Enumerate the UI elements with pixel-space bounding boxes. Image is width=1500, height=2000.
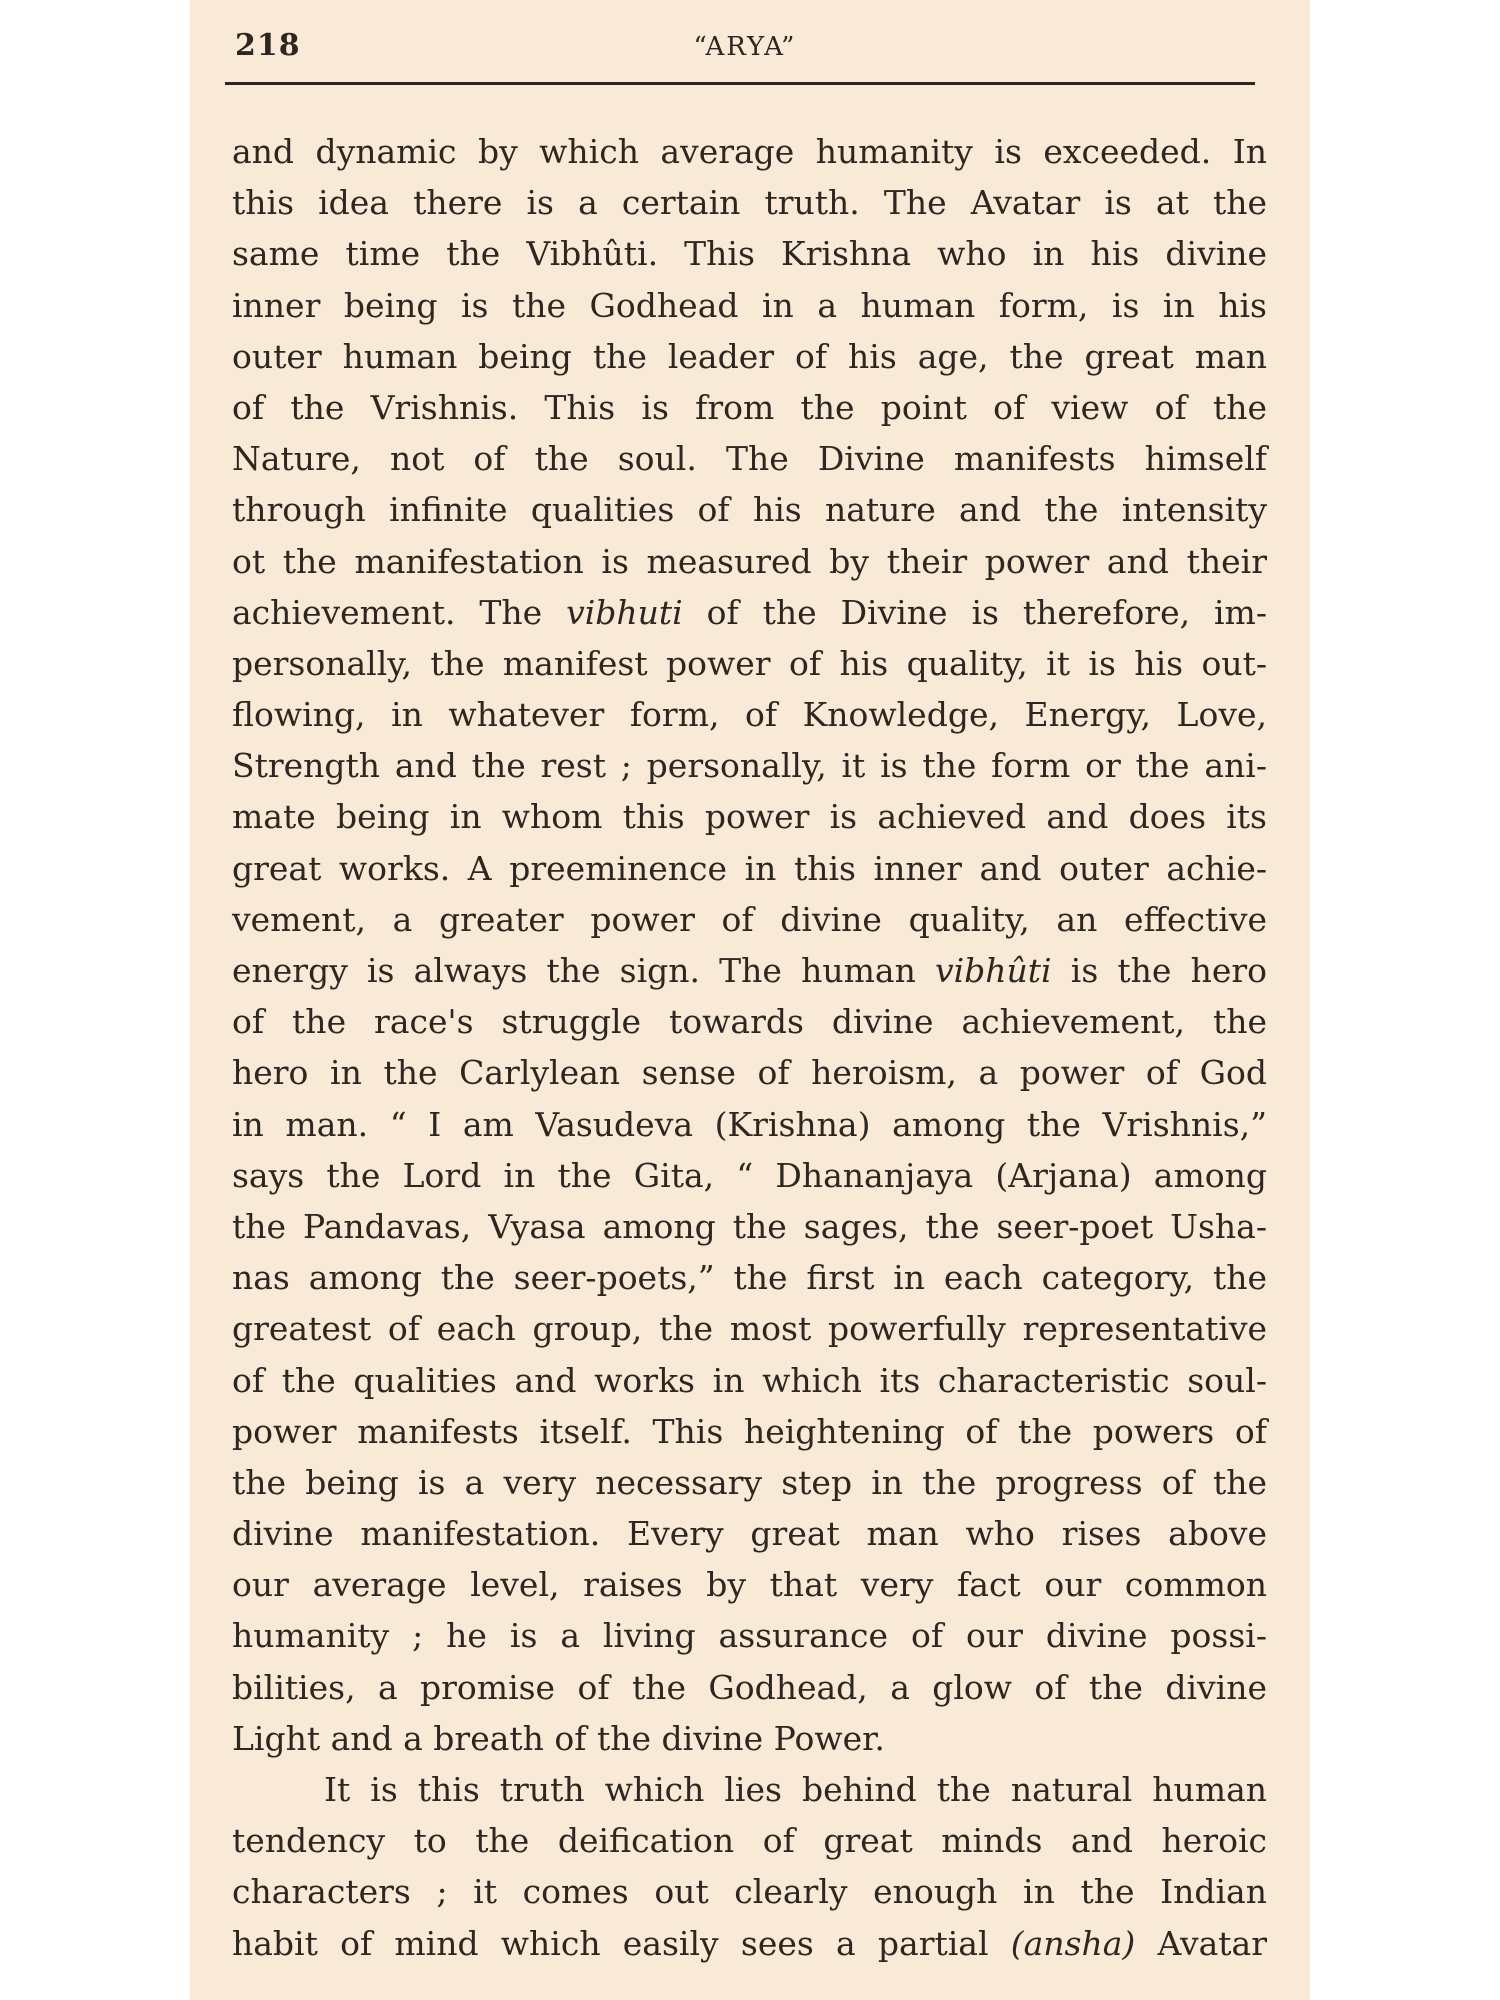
italic-term: (ansha) [1010, 1923, 1136, 1963]
text-line: Strength and the rest ; personally, it is the form or the ani- [232, 746, 1267, 786]
text-line [232, 587, 1267, 638]
text-line: divine manifestation. Every great man who rises above [232, 1514, 1267, 1554]
page-number: 218 [235, 28, 301, 63]
header-rule [225, 82, 1255, 85]
italic-term: vibhuti [566, 592, 683, 632]
text-line: same time the Vibhûti. This Krishna who in his divine [232, 234, 1267, 274]
text-line: It is this truth which lies behind the natural human [324, 1770, 1267, 1809]
text-line: through infinite qualities of his nature and the intensity [232, 490, 1267, 530]
text-line: humanity ; he is a living assurance of our divine possi- [232, 1616, 1267, 1656]
text-line: greatest of each group, the most powerfully representative [232, 1309, 1267, 1349]
text-line: personally, the manifest power of his quality, it is his out- [232, 643, 1267, 683]
text-line: of the qualities and works in which its characteristic soul- [232, 1360, 1267, 1400]
text-segment: is the hero [1051, 951, 1267, 990]
text-line: characters ; it comes out clearly enough in the Indian [232, 1872, 1267, 1912]
text-line: and dynamic by which average humanity is exceeded. In [232, 132, 1267, 171]
page-header [235, 28, 1255, 76]
text-line [232, 1918, 1267, 1969]
text-line: ot the manifestation is measured by their power and their [232, 541, 1267, 581]
text-line [232, 945, 1267, 996]
text-line: of the race's struggle towards divine achievement, the [232, 1002, 1267, 1042]
text-line: this idea there is a certain truth. The Avatar is at the [232, 183, 1267, 223]
text-line: says the Lord in the Gita, “ Dhananjaya (Arjana) among [232, 1155, 1267, 1195]
text-line: our average level, raises by that very fact our common [232, 1565, 1267, 1605]
book-page [190, 0, 1310, 2000]
text-segment: energy is always the sign. The human [232, 951, 935, 990]
running-title: “ARYA” [693, 32, 797, 62]
text-line: great works. A preeminence in this inner and outer achie- [232, 848, 1267, 888]
text-line: tendency to the deification of great minds and heroic [232, 1821, 1267, 1861]
text-line: of the Vrishnis. This is from the point of view of the [232, 387, 1267, 427]
text-line: Light and a breath of the divine Power. [232, 1718, 885, 1758]
text-line: the Pandavas, Vyasa among the sages, the seer-poet Usha- [232, 1206, 1267, 1246]
text-line: mate being in whom this power is achieved and does its [232, 797, 1267, 837]
text-line: Nature, not of the soul. The Divine manifests himself [232, 439, 1267, 479]
text-line: hero in the Carlylean sense of heroism, a power of God [232, 1053, 1267, 1093]
text-line: the being is a very necessary step in the progress of the [232, 1462, 1267, 1502]
text-segment: of the Divine is therefore, im- [682, 592, 1267, 632]
text-line: vement, a greater power of divine quality, an effective [232, 899, 1267, 939]
text-line: inner being is the Godhead in a human form, is in his [232, 285, 1267, 325]
text-line: nas among the seer-poets,” the first in each category, the [232, 1258, 1267, 1298]
text-segment: achievement. The [232, 592, 567, 632]
text-line: power manifests itself. This heightening of the powers of [232, 1411, 1267, 1451]
text-line: flowing, in whatever form, of Knowledge, Energy, Love, [232, 695, 1267, 735]
text-line: bilities, a promise of the Godhead, a glow of the divine [232, 1667, 1267, 1707]
text-line: in man. “ I am Vasudeva (Krishna) among the Vrishnis,” [232, 1104, 1267, 1144]
text-line: outer human being the leader of his age, the great man [232, 336, 1267, 376]
text-segment: Avatar [1135, 1923, 1267, 1963]
text-segment: habit of mind which easily sees a partial [232, 1923, 1011, 1963]
italic-term: vibhûti [934, 951, 1052, 990]
body-text [232, 126, 1267, 1969]
